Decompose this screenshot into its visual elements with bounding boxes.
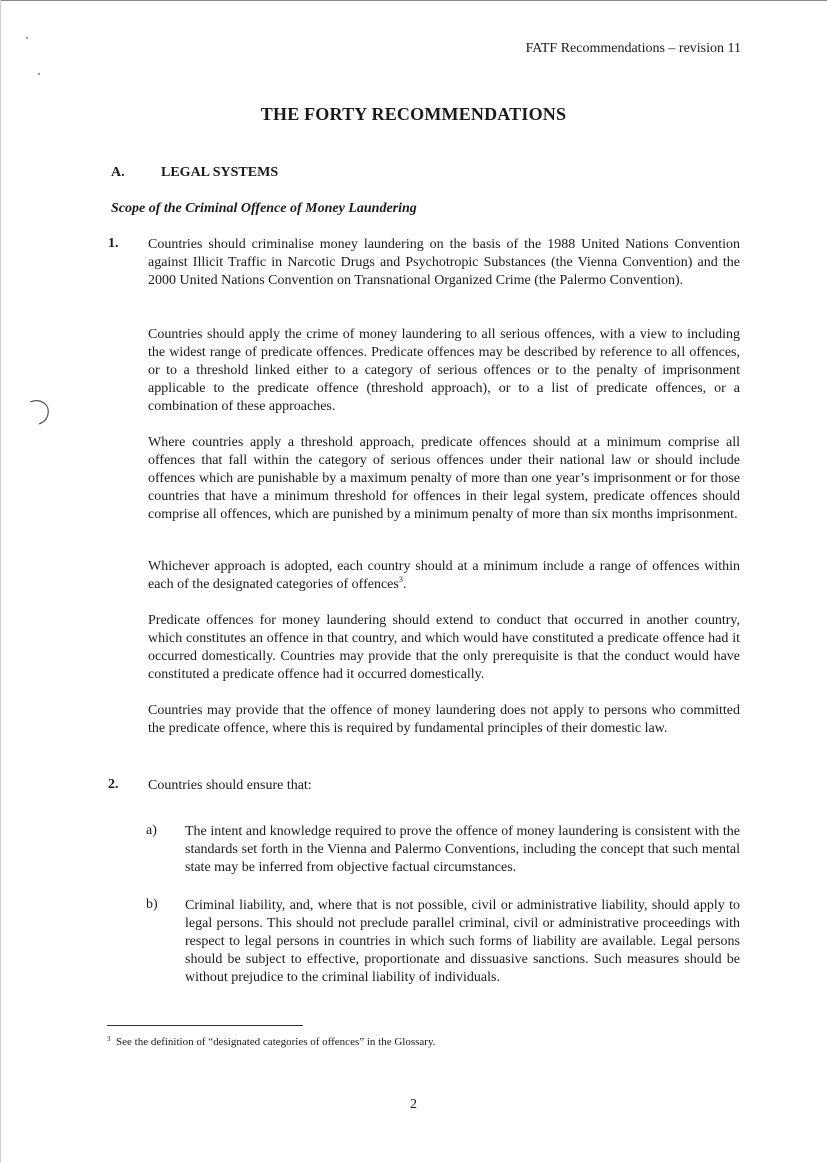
scan-edge-left — [0, 0, 1, 1163]
section-letter: A. — [111, 165, 125, 180]
footnote-marker: 3 — [107, 1035, 111, 1043]
rec1-paragraph-4-text: Whichever approach is adopted, each country should at a minimum include a range of offences within each of the designated categories of offences — [148, 559, 740, 592]
scan-speck — [26, 37, 28, 39]
page-number: 2 — [410, 1097, 417, 1112]
section-title: LEGAL SYSTEMS — [161, 165, 279, 180]
rec1-paragraph-4-end: . — [402, 577, 407, 592]
scan-edge-top — [0, 0, 827, 1]
footnote-ref: 3 — [398, 575, 403, 584]
rec2-item-b-text: Criminal liability, and, where that is not possible, civil or administrative liability, should apply to legal persons. This should not preclude parallel criminal, civil or administrative proceedings with respect to legal persons in countries in which such forms of liability are available. Legal persons should be subject to effective, proportionate and dissuasive sanctions. Such measures should be without prejudice to the criminal liability of individuals. — [185, 898, 740, 985]
document-title: THE FORTY RECOMMENDATIONS — [260, 104, 567, 124]
recommendation-1-number: 1. — [108, 236, 119, 251]
subheading: Scope of the Criminal Offence of Money Laundering — [111, 201, 417, 216]
margin-pencil-mark — [28, 396, 54, 426]
footnote-text: See the definition of “designated categories of offences” in the Glossary. — [116, 1036, 436, 1048]
rec1-paragraph-2: Countries should apply the crime of money laundering to all serious offences, with a view to including the widest range of predicate offences. Predicate offences may be described by reference to all offences, or to a threshold linked either to a category of serious offences or to the penalty of imprisonment applicable to the predicate offence (threshold approach), or to a list of predicate offences, or a combination of these approaches. — [148, 327, 740, 414]
footnote-separator — [107, 1025, 303, 1026]
running-header: FATF Recommendations – revision 11 — [525, 41, 741, 56]
rec1-paragraph-3: Where countries apply a threshold approach, predicate offences should at a minimum comprise all offences that fall within the category of serious offences under their national law or should include offences which are punishable by a maximum penalty of more than one year’s imprisonment or for those countries that have a minimum threshold for offences in their legal system, predicate offences should comprise all offences, which are punished by a minimum penalty of more than six months imprisonment. — [148, 435, 740, 522]
recommendation-2-number: 2. — [108, 777, 119, 792]
scan-speck — [38, 73, 40, 75]
rec2-intro: Countries should ensure that: — [148, 778, 312, 793]
rec2-item-b-label: b) — [146, 897, 158, 912]
rec1-paragraph-5: Predicate offences for money laundering should extend to conduct that occurred in another country, which constitutes an offence in that country, and which would have constituted a predicate offence had it occurred domestically. Countries may provide that the only prerequisite is that the conduct would have constituted a predicate offence had it occurred domestically. — [148, 613, 740, 682]
rec2-item-a-label: a) — [146, 823, 157, 838]
rec1-paragraph-1: Countries should criminalise money laundering on the basis of the 1988 United Nations Convention against Illicit Traffic in Narcotic Drugs and Psychotropic Substances (the Vienna Convention) and the 2000 United Nations Convention on Transnational Organized Crime (the Palermo Convention). — [148, 237, 740, 288]
footnote — [107, 1036, 436, 1048]
rec1-paragraph-6: Countries may provide that the offence of money laundering does not apply to persons who committed the predicate offence, where this is required by fundamental principles of their domestic law. — [148, 703, 740, 736]
rec1-paragraph-4 — [148, 558, 740, 594]
rec2-item-a-text: The intent and knowledge required to prove the offence of money laundering is consistent with the standards set forth in the Vienna and Palermo Conventions, including the concept that such mental state may be inferred from objective factual circumstances. — [185, 824, 740, 875]
